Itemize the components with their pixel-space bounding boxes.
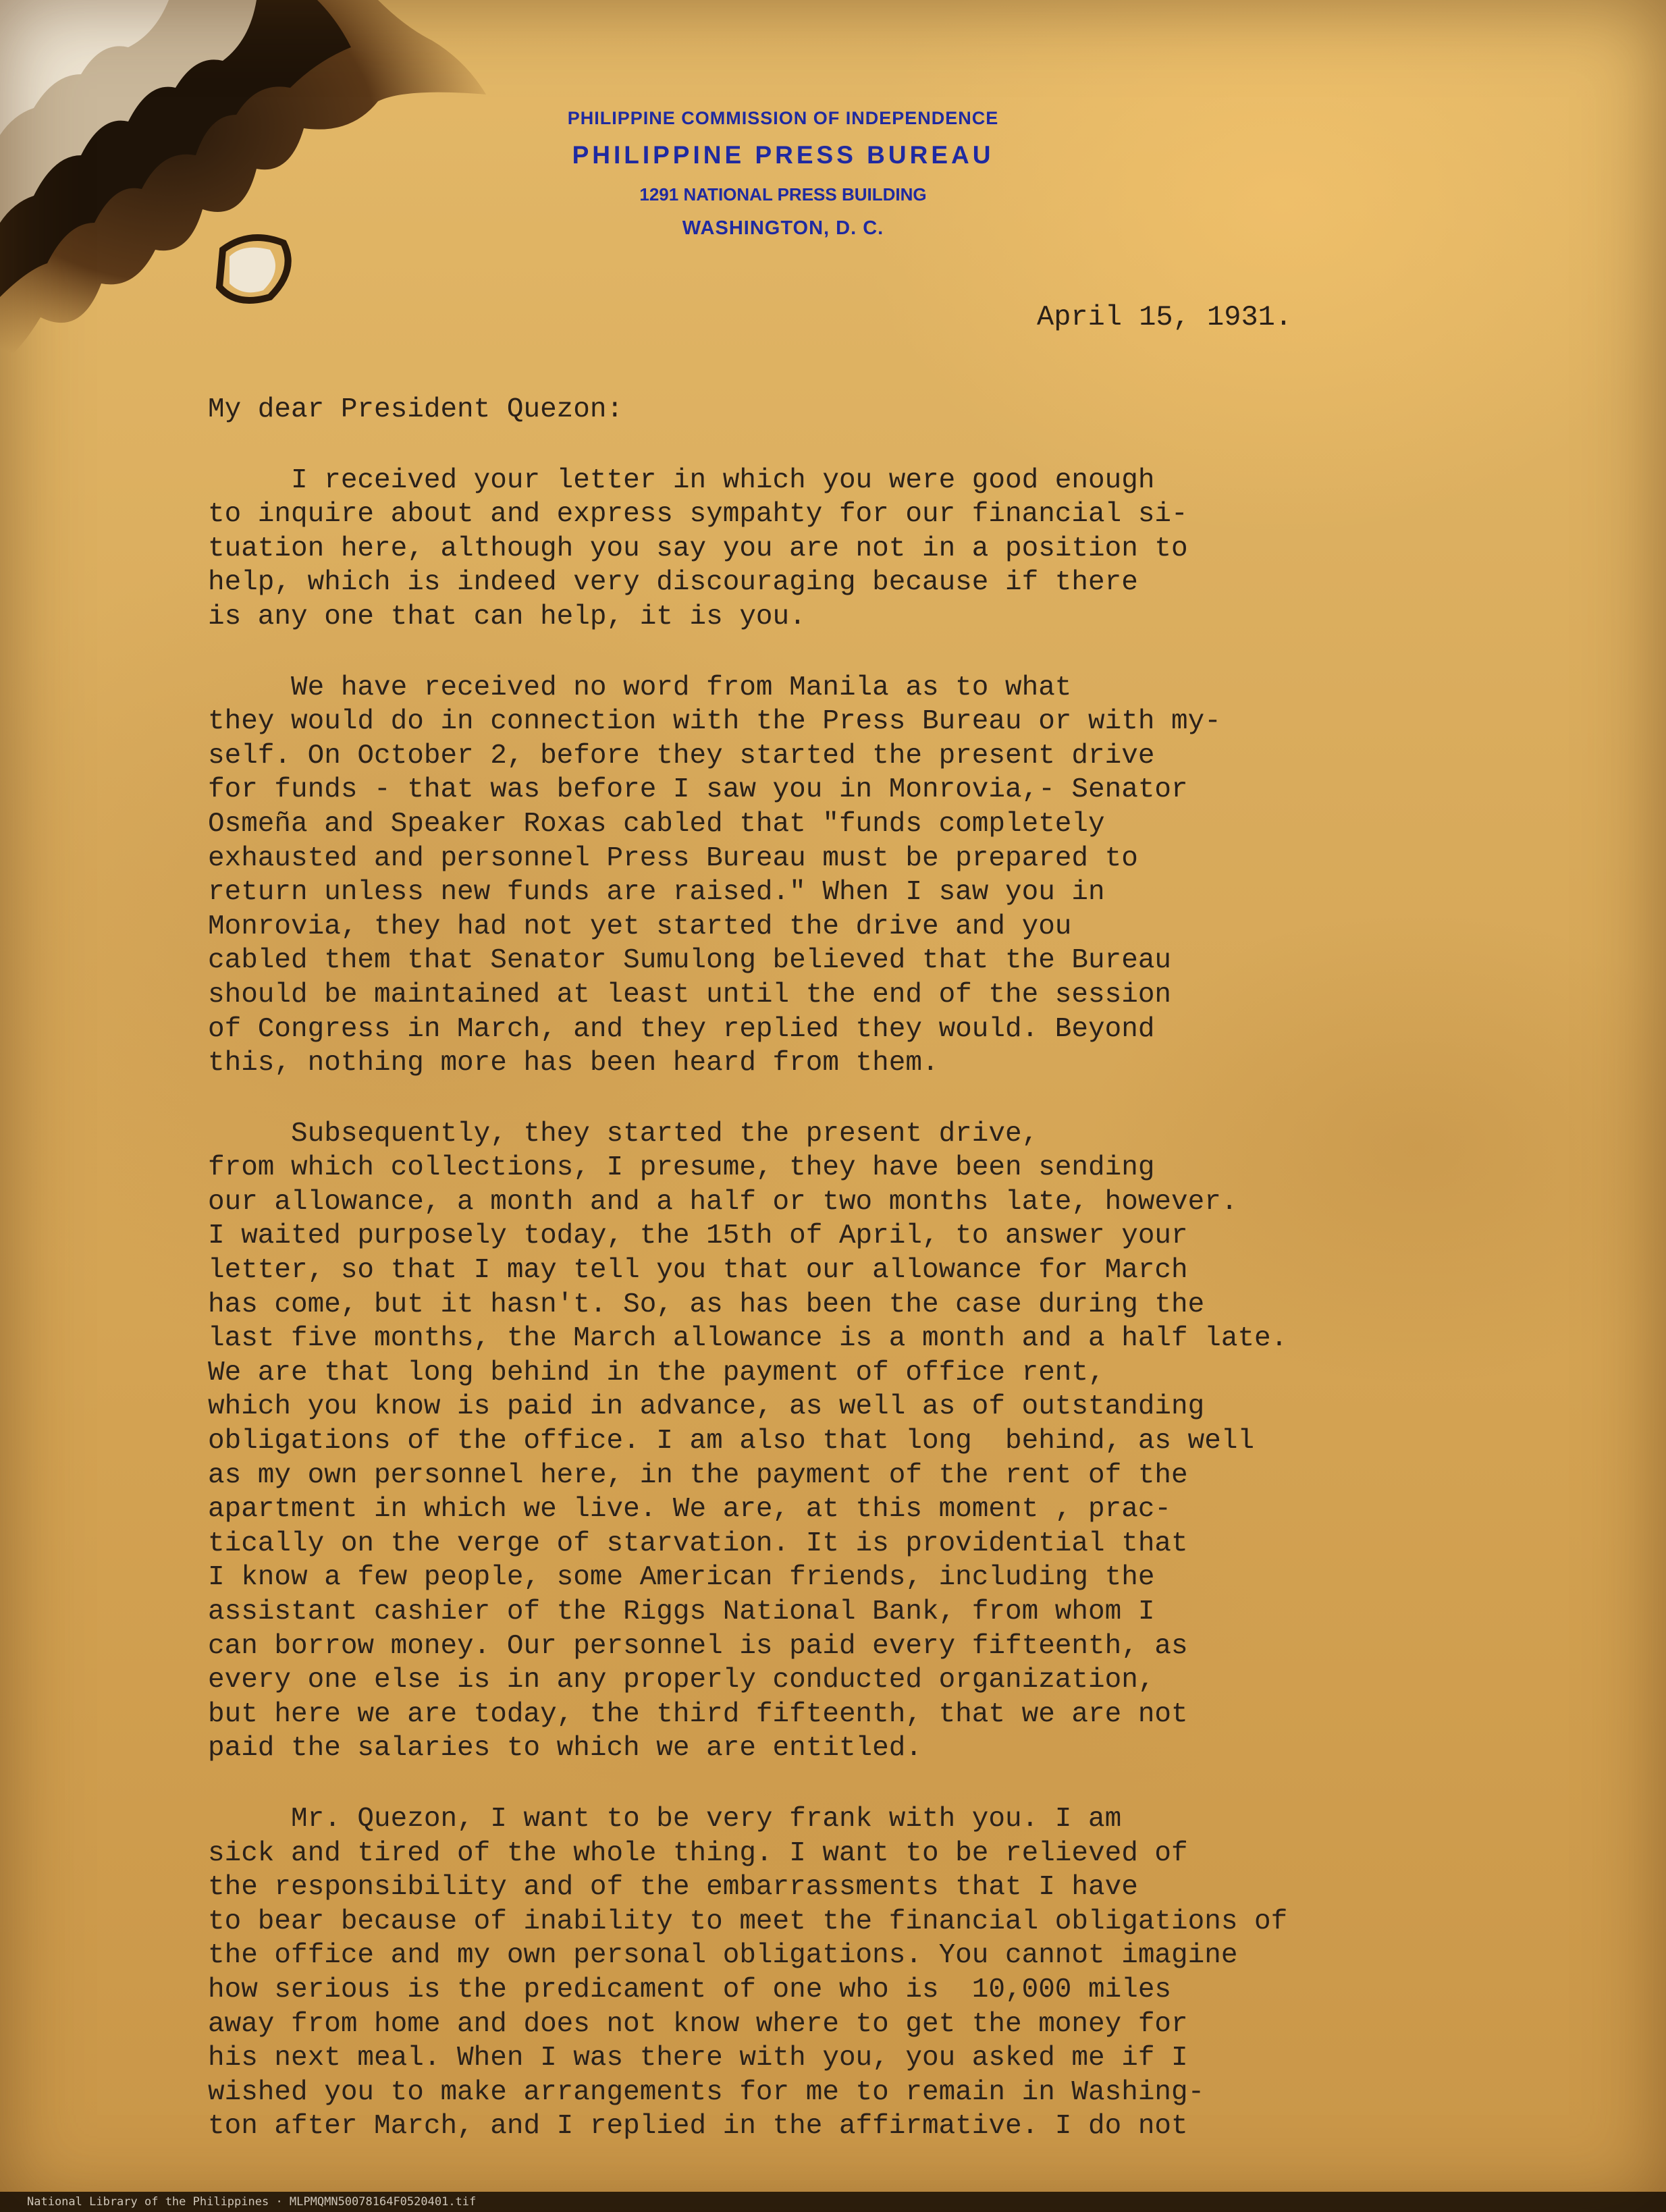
- salutation: My dear President Quezon:: [208, 394, 624, 425]
- letterhead-bureau: PHILIPPINE PRESS BUREAU: [572, 141, 994, 169]
- paragraph-4: [208, 1802, 1544, 2144]
- text-line: how serious is the predicament of one who is 10,000 miles: [208, 1974, 1172, 2005]
- text-line: Mr. Quezon, I want to be very frank with you. I am: [208, 1803, 1122, 1835]
- text-line: his next meal. When I was there with you, you asked me if I: [208, 2043, 1188, 2074]
- text-line: paid the salaries to which we are entitled.: [208, 1733, 922, 1764]
- text-line: Monrovia, they had not yet started the drive and you: [208, 911, 1072, 942]
- text-line: the office and my own personal obligations. You cannot imagine: [208, 1940, 1238, 1972]
- paragraph-1: [208, 464, 1544, 635]
- text-line: our allowance, a month and a half or two months late, however.: [208, 1186, 1238, 1218]
- letterhead-address: 1291 NATIONAL PRESS BUILDING: [639, 184, 927, 205]
- text-line: from which collections, I presume, they have been sending: [208, 1152, 1155, 1184]
- paragraph-gap: [208, 1766, 1544, 1802]
- text-line: assistant cashier of the Riggs National Bank, from whom I: [208, 1596, 1155, 1627]
- letterhead: [378, 108, 1188, 240]
- text-line: as my own personnel here, in the payment of the rent of the: [208, 1459, 1188, 1491]
- paragraph-3: [208, 1117, 1544, 1766]
- text-line: can borrow money. Our personnel is paid every fifteenth, as: [208, 1630, 1188, 1662]
- text-line: is any one that can help, it is you.: [208, 601, 806, 632]
- text-line: I waited purposely today, the 15th of April, to answer your: [208, 1220, 1188, 1252]
- text-line: We have received no word from Manila as to what: [208, 672, 1072, 703]
- text-line: away from home and does not know where to get the money for: [208, 2008, 1188, 2040]
- text-line: which you know is paid in advance, as well as of outstanding: [208, 1391, 1205, 1423]
- letter-date: April 15, 1931.: [1037, 301, 1293, 333]
- text-line: has come, but it hasn't. So, as has been the case during the: [208, 1289, 1205, 1320]
- text-line: apartment in which we live. We are, at this moment , prac-: [208, 1494, 1172, 1526]
- text-line: Subsequently, they started the present drive,: [208, 1118, 1039, 1150]
- text-line: of Congress in March, and they replied they would. Beyond: [208, 1013, 1155, 1045]
- text-line: exhausted and personnel Press Bureau must be prepared to: [208, 842, 1138, 874]
- letterhead-organization: PHILIPPINE COMMISSION OF INDEPENDENCE: [567, 108, 999, 128]
- text-line: self. On October 2, before they started the present drive: [208, 740, 1155, 772]
- text-line: sick and tired of the whole thing. I want to be relieved of: [208, 1837, 1188, 1869]
- text-line: I know a few people, some American friends, including the: [208, 1562, 1155, 1594]
- text-line: for funds - that was before I saw you in Monrovia,- Senator: [208, 774, 1188, 806]
- text-line: I received your letter in which you were good enough: [208, 464, 1155, 496]
- text-line: tuation here, although you say you are not in a position to: [208, 533, 1188, 564]
- text-line: the responsibility and of the embarrassments that I have: [208, 1872, 1138, 1904]
- text-line: but here we are today, the third fifteenth, that we are not: [208, 1698, 1188, 1730]
- text-line: should be maintained at least until the end of the session: [208, 979, 1172, 1010]
- letterhead-city: WASHINGTON, D. C.: [682, 217, 884, 239]
- text-line: to bear because of inability to meet the financial obligations of: [208, 1906, 1288, 1937]
- text-line: ton after March, and I replied in the affirmative. I do not: [208, 2111, 1188, 2142]
- paragraph-gap: [208, 635, 1544, 671]
- text-line: letter, so that I may tell you that our allowance for March: [208, 1255, 1188, 1287]
- letter-body: [208, 393, 1544, 2144]
- paragraph-2: [208, 671, 1544, 1081]
- text-line: Osmeña and Speaker Roxas cabled that "funds completely: [208, 808, 1105, 840]
- paragraph-gap: [208, 1081, 1544, 1117]
- text-line: every one else is in any properly conducted organization,: [208, 1665, 1155, 1696]
- text-line: tically on the verge of starvation. It is providential that: [208, 1528, 1188, 1559]
- paragraph-gap: [208, 427, 1544, 464]
- text-line: return unless new funds are raised." When I saw you in: [208, 877, 1105, 909]
- text-line: this, nothing more has been heard from them.: [208, 1048, 939, 1079]
- text-line: obligations of the office. I am also that long behind, as well: [208, 1426, 1255, 1457]
- text-line: they would do in connection with the Press Bureau or with my-: [208, 706, 1221, 738]
- archive-credit-strip: National Library of the Philippines · MLPMQMN50078164F0520401.tif: [0, 2192, 1666, 2212]
- text-line: help, which is indeed very discouraging because if there: [208, 567, 1138, 599]
- text-line: wished you to make arrangements for me to remain in Washing-: [208, 2076, 1205, 2108]
- text-line: cabled them that Senator Sumulong believed that the Bureau: [208, 945, 1172, 977]
- text-line: to inquire about and express sympahty for our financial si-: [208, 499, 1188, 531]
- text-line: We are that long behind in the payment of office rent,: [208, 1357, 1105, 1388]
- text-line: last five months, the March allowance is a month and a half late.: [208, 1323, 1288, 1355]
